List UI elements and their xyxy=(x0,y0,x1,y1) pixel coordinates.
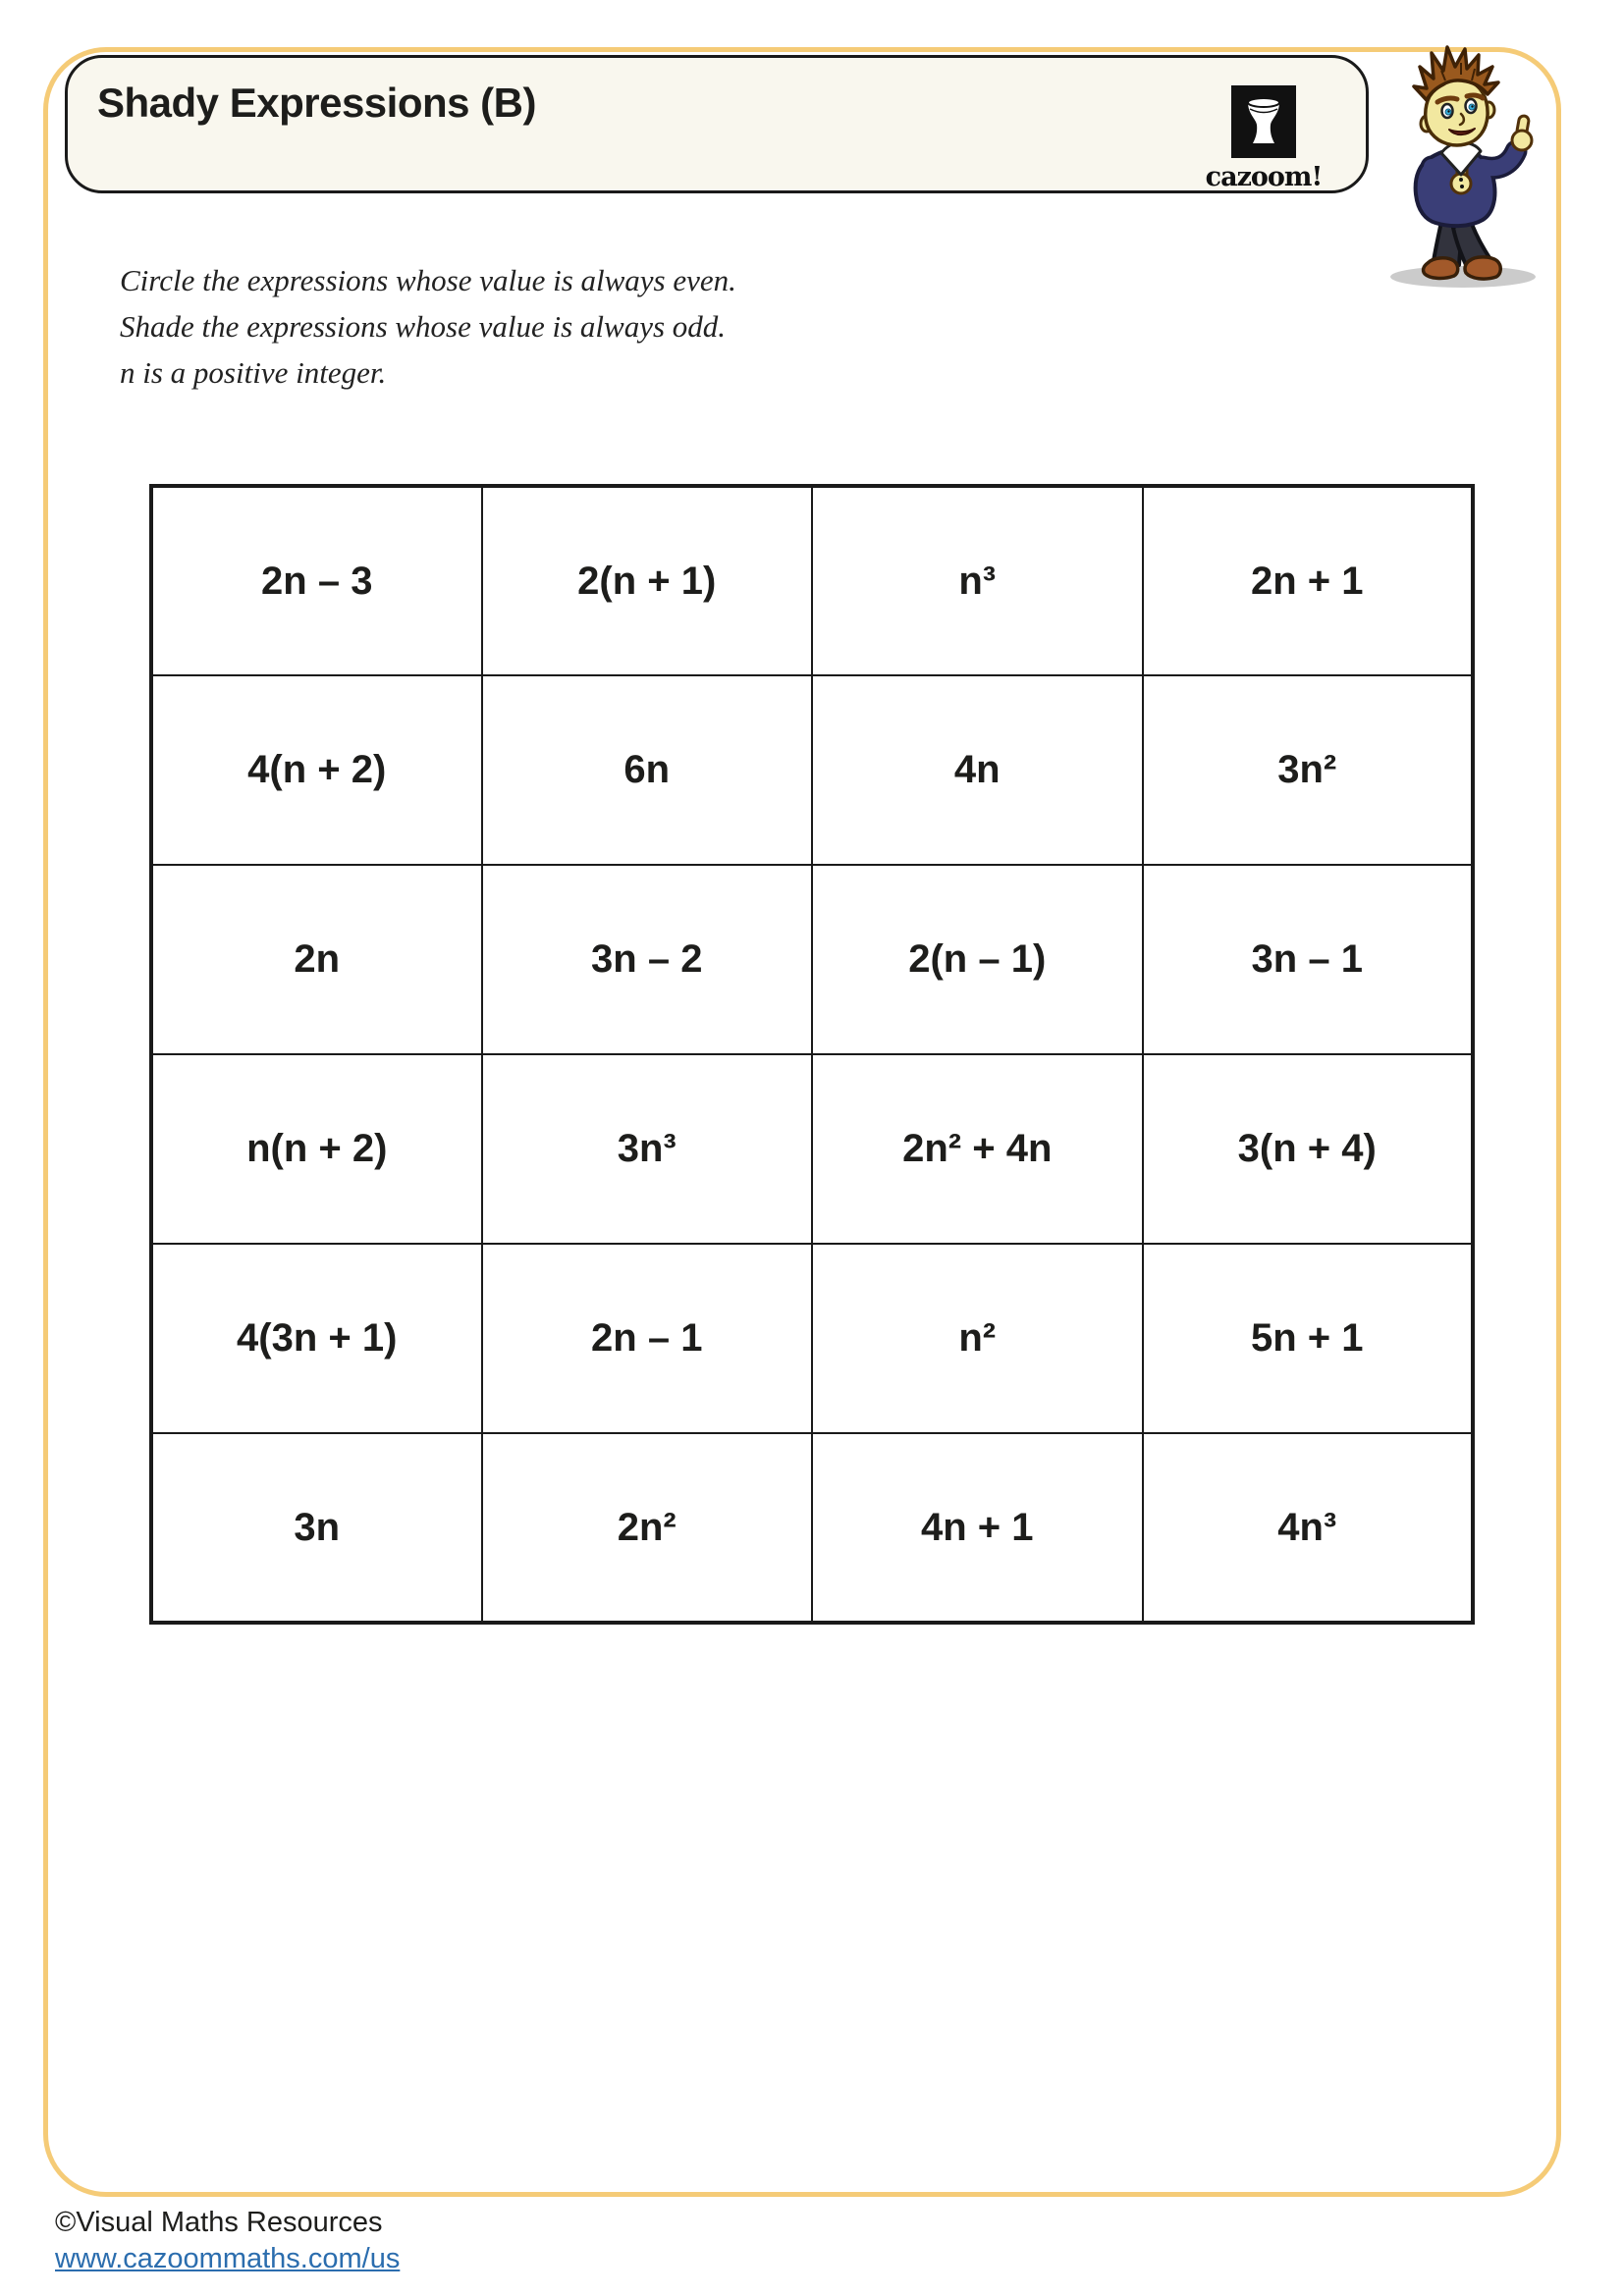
expression-cell[interactable]: 2n xyxy=(151,865,482,1054)
mascot-boy-illustration xyxy=(1373,37,1561,291)
copyright-text: ©Visual Maths Resources xyxy=(55,2207,383,2238)
expressions-table xyxy=(149,484,1475,1625)
mascot-shadow xyxy=(1390,266,1536,288)
footer xyxy=(55,2205,400,2277)
expression-cell[interactable]: 2n² xyxy=(482,1433,813,1623)
expression-cell[interactable]: 3n³ xyxy=(482,1054,813,1244)
cazoom-logo-square xyxy=(1231,85,1296,158)
expression-cell[interactable]: 4n + 1 xyxy=(812,1433,1143,1623)
expression-cell[interactable]: 3(n + 4) xyxy=(1143,1054,1474,1244)
expression-cell[interactable]: 2n – 1 xyxy=(482,1244,813,1433)
expression-cell[interactable]: n³ xyxy=(812,486,1143,675)
table-row xyxy=(151,1244,1473,1433)
djembe-drum-icon xyxy=(1242,96,1285,147)
expression-cell[interactable]: 3n – 1 xyxy=(1143,865,1474,1054)
expression-cell[interactable]: 3n – 2 xyxy=(482,865,813,1054)
cazoom-logo-text: cazoom! xyxy=(1205,162,1323,192)
expression-cell[interactable]: 4n³ xyxy=(1143,1433,1474,1623)
expression-cell[interactable]: 2(n – 1) xyxy=(812,865,1143,1054)
expression-cell[interactable]: n(n + 2) xyxy=(151,1054,482,1244)
expression-cell[interactable]: n² xyxy=(812,1244,1143,1433)
table-row xyxy=(151,675,1473,865)
table-row xyxy=(151,1054,1473,1244)
expression-cell[interactable]: 2n² + 4n xyxy=(812,1054,1143,1244)
expression-cell[interactable]: 4(3n + 1) xyxy=(151,1244,482,1433)
website-link[interactable]: www.cazoommaths.com/us xyxy=(55,2243,401,2274)
instruction-line-3: n is a positive integer. xyxy=(120,355,387,390)
expression-cell[interactable]: 3n² xyxy=(1143,675,1474,865)
instructions xyxy=(120,257,736,396)
title-banner xyxy=(65,55,1369,193)
expression-cell[interactable]: 3n xyxy=(151,1433,482,1623)
table-row xyxy=(151,486,1473,675)
instruction-line-2: Shade the expressions whose value is always odd. xyxy=(120,309,727,344)
table-row xyxy=(151,865,1473,1054)
expression-cell[interactable]: 2n + 1 xyxy=(1143,486,1474,675)
expression-cell[interactable]: 4n xyxy=(812,675,1143,865)
expression-cell[interactable]: 5n + 1 xyxy=(1143,1244,1474,1433)
table-row xyxy=(151,1433,1473,1623)
instruction-line-1: Circle the expressions whose value is always even. xyxy=(120,263,736,297)
page-title: Shady Expressions (B) xyxy=(97,80,536,126)
expression-cell[interactable]: 2n – 3 xyxy=(151,486,482,675)
expression-cell[interactable]: 6n xyxy=(482,675,813,865)
mascot-head xyxy=(1414,47,1498,145)
expression-cell[interactable]: 4(n + 2) xyxy=(151,675,482,865)
expression-cell[interactable]: 2(n + 1) xyxy=(482,486,813,675)
cazoom-logo xyxy=(1205,85,1323,192)
